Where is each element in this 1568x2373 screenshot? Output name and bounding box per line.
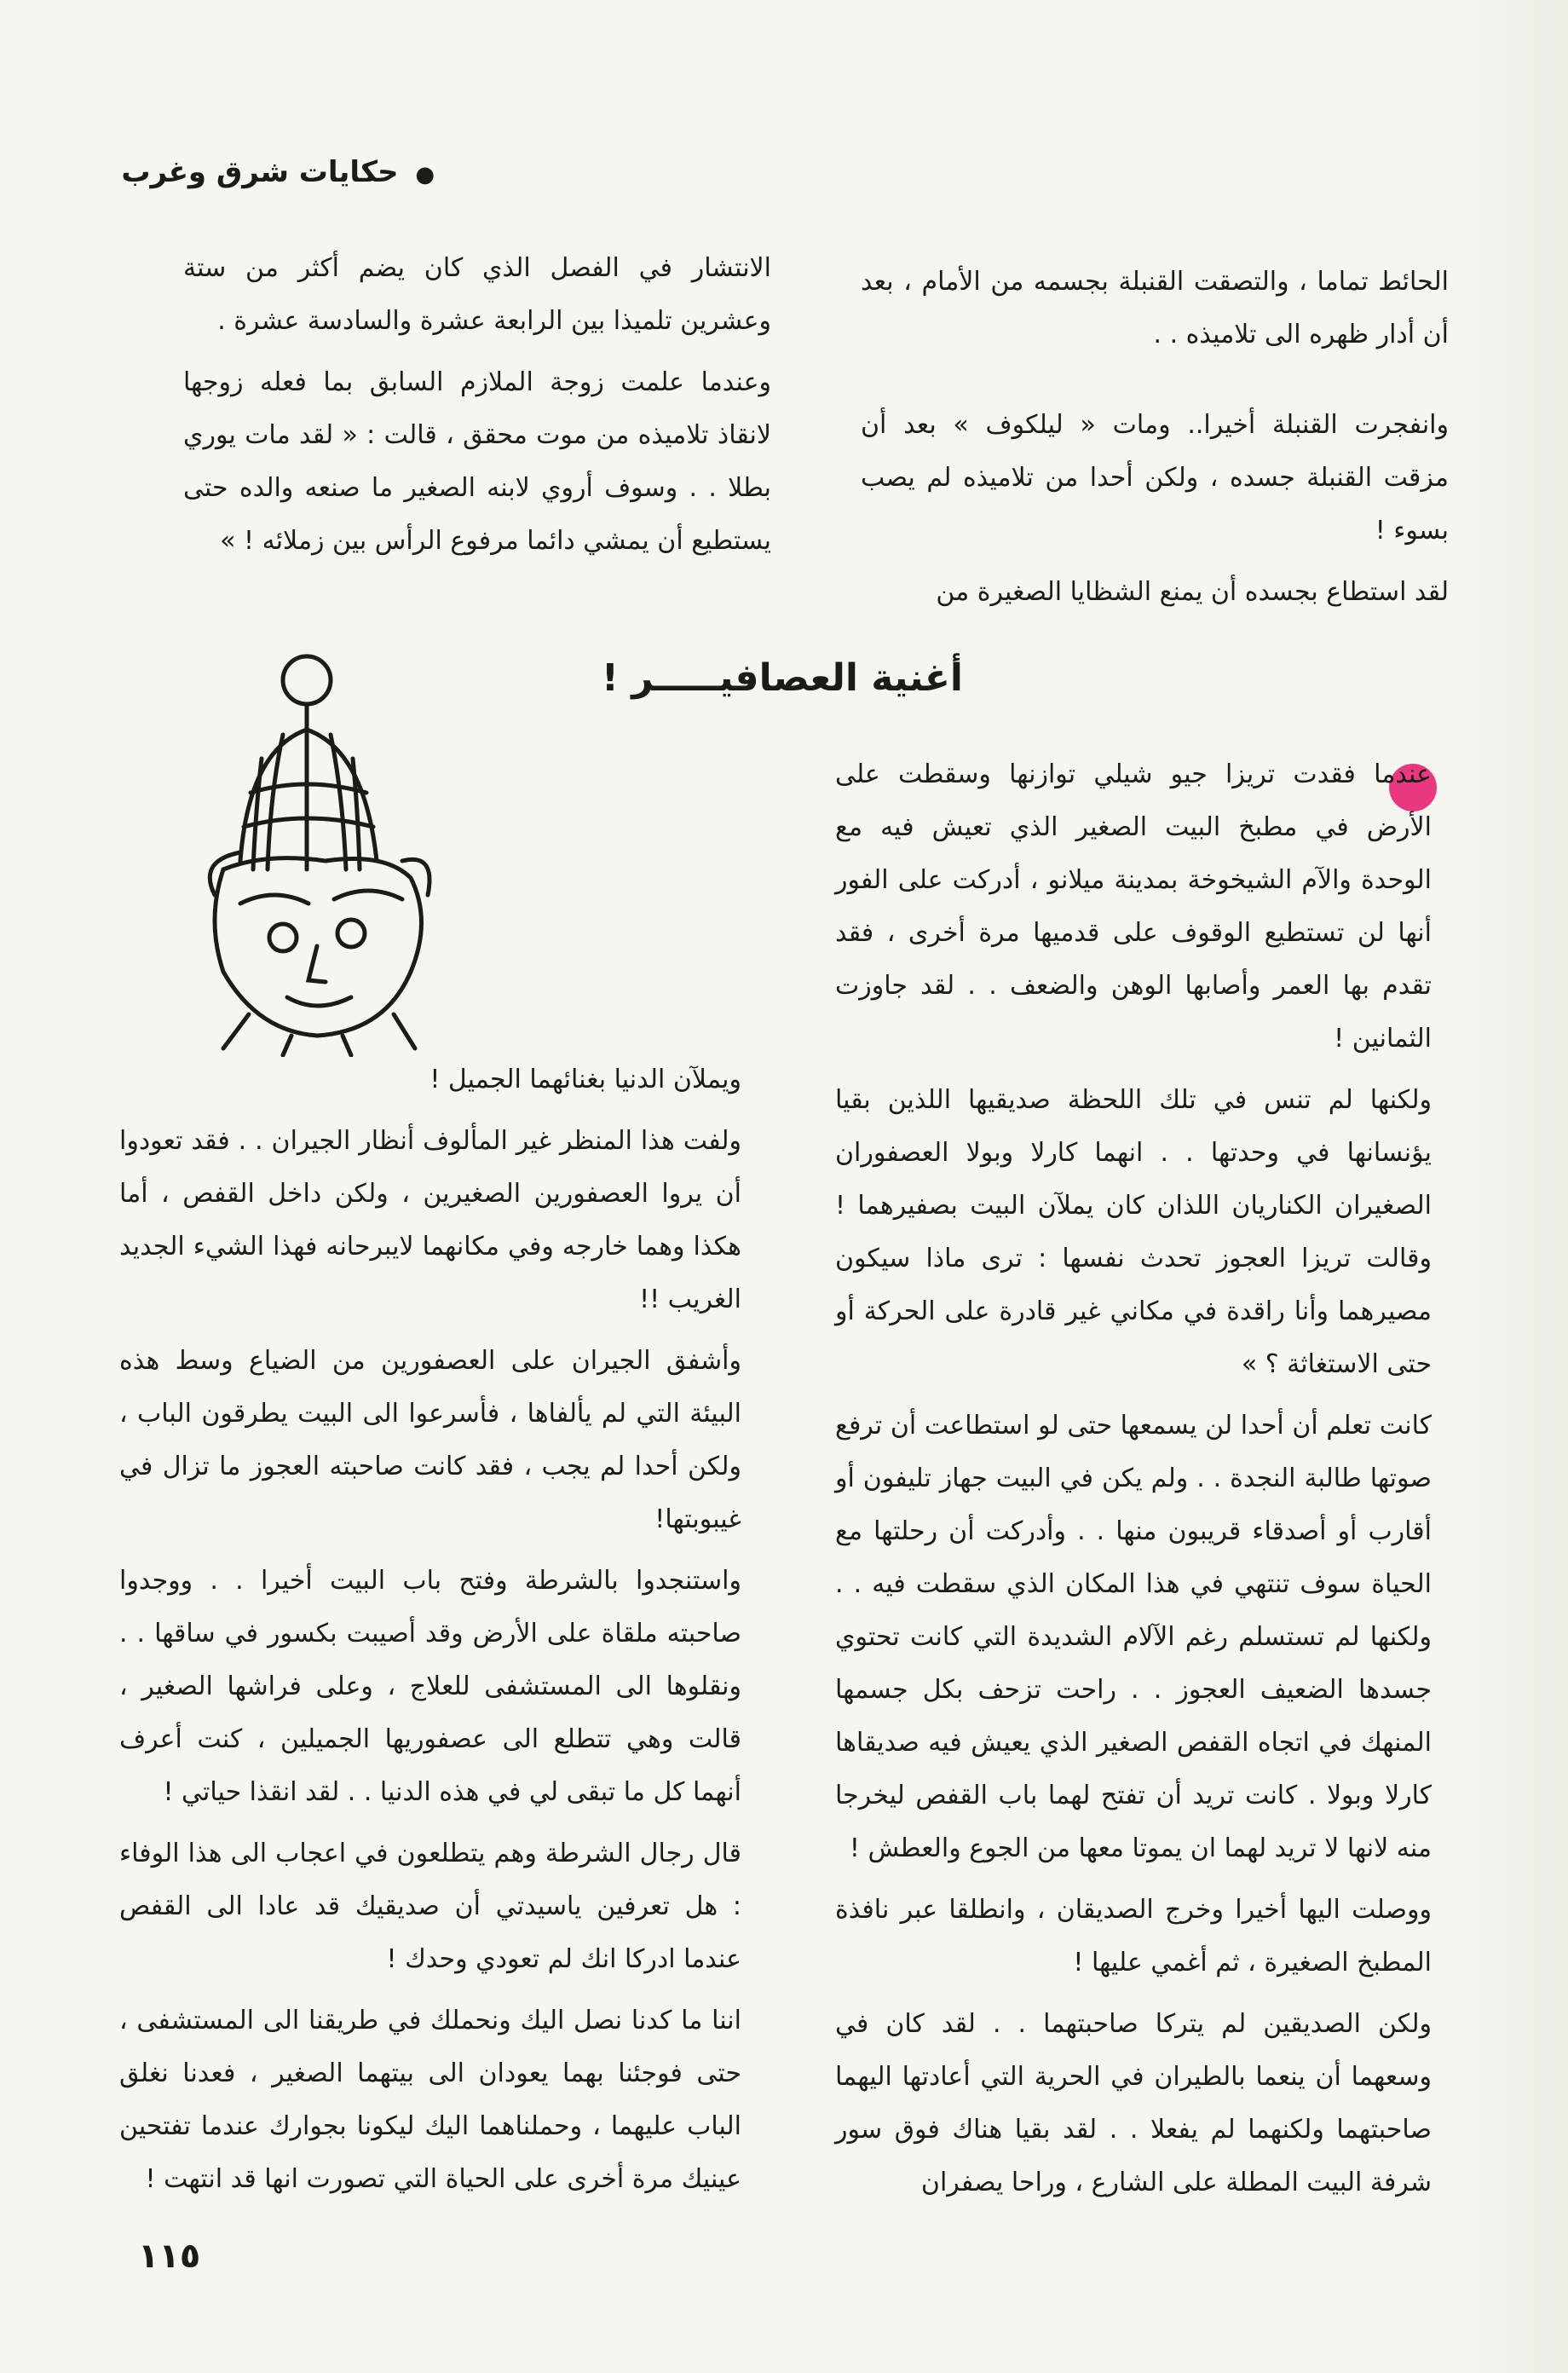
- paragraph: وانفجرت القنبلة أخيرا.. ومات « ليلكوف » بعد أن مزقت القنبلة جسده ، ولكن أحدا من تلاميذه لم يصب بسوء !: [861, 410, 1449, 546]
- paragraph: ويملآن الدنيا بغنائهما الجميل !: [429, 1065, 741, 1094]
- running-header: [121, 155, 435, 189]
- paragraph: وأشفق الجيران على العصفورين من الضياع وسط هذه البيئة التي لم يألفاها ، فأسرعوا الى البيت يطرقون الباب ، ولكن أحدا لم يجب ، فقد كانت صاحبته العجوز ما تزال في غيبوبتها!: [119, 1346, 741, 1534]
- paragraph: ولفت هذا المنظر غير المألوف أنظار الجيران . . فقد تعودوا أن يروا العصفورين الصغيرين ، ولكن داخل القفص ، أما هكذا وهما خارجه وفي مكانهما لايبرحانه فهذا الشيء الجديد الغريب !!: [119, 1126, 741, 1314]
- paragraph: وعندما علمت زوجة الملازم السابق بما فعله زوجها لانقاذ تلاميذه من موت محقق ، قالت : « لقد مات يوري بطلا . . وسوف أروي لابنه الصغير ما صنعه والده حتى يستطيع أن يمشي دائما مرفوع الرأس بين زملائه ! »: [183, 367, 771, 556]
- paragraph: الانتشار في الفصل الذي كان يضم أكثر من ستة وعشرين تلميذا بين الرابعة عشرة والسادسة عشرة .: [183, 253, 771, 336]
- paragraph: الحائط تماما ، والتصقت القنبلة بجسمه من الأمام ، بعد أن أدار ظهره الى تلاميذه . .: [861, 267, 1449, 349]
- paragraph: اننا ما كدنا نصل اليك ونحملك في طريقنا الى المستشفى ، حتى فوجئنا بهما يعودان الى بيتهما الصغير ، فعدنا نغلق الباب عليهما ، وحملناهما اليك ليكونا بجوارك عندما تفتحين عينيك مرة أخرى على الحياة التي تصورت انها قد انتهت !: [119, 2006, 741, 2194]
- page-number: ١١٥: [138, 2237, 201, 2276]
- paragraph: قال رجال الشرطة وهم يتطلعون في اعجاب الى هذا الوفاء : هل تعرفين ياسيدتي أن صديقيك قد عادا الى القفص عندما ادركا انك لم تعودي وحدك !: [119, 1839, 741, 1974]
- paragraph: واستنجدوا بالشرطة وفتح باب البيت أخيرا . . ووجدوا صاحبته ملقاة على الأرض وقد أصيبت بكسور في ساقها . . ونقلوها الى المستشفى للعلاج ، وعلى فراشها الصغير ، قالت وهي تتطلع الى عصفوريها الجميلين ، كنت أعرف أنهما كل ما تبقى لي في هذه الدنيا . . لقد انقذا حياتي !: [119, 1566, 741, 1807]
- bird-cage-illustration: [189, 648, 445, 1057]
- right-column: [835, 748, 1432, 2209]
- running-title: حكايات شرق وغرب: [121, 155, 399, 189]
- top-right-column: [861, 256, 1449, 619]
- paragraph: ولكن الصديقين لم يتركا صاحبتهما . . لقد كان في وسعهما أن ينعما بالطيران في الحرية التي أعادتها اليهما صاحبتهما ولكنهما لم يفعلا . . لقد بقيا هناك فوق سور شرفة البيت المطلة على الشارع ، وراحا يصفران: [835, 2009, 1432, 2197]
- section-title: أغنية العصافيـــــر !: [601, 656, 963, 700]
- page-edge-shadow: [1449, 0, 1568, 2373]
- paragraph: ولكنها لم تنس في تلك اللحظة صديقيها اللذين بقيا يؤنسانها في وحدتها . . انهما كارلا وبولا العصفوران الصغيران الكناريان اللذان كان يملآن البيت بصفيرهما ! وقالت تريزا العجوز تحدث نفسها : ترى ماذا سيكون مصيرهما وأنا راقدة في مكاني غير قادرة على الحركة أو حتى الاستغاثة ؟ »: [835, 1085, 1432, 1379]
- paragraph: عندما فقدت تريزا جيو شيلي توازنها وسقطت على الأرض في مطبخ البيت الصغير الذي تعيش فيه مع الوحدة والآم الشيخوخة بمدينة ميلانو ، أدركت على الفور أنها لن تستطيع الوقوف على قدميها مرة أخرى ، فقد تقدم بها العمر وأصابها الوهن والضعف . . لقد جاوزت الثمانين !: [835, 759, 1432, 1054]
- bullet-icon: ●: [415, 162, 435, 188]
- paragraph: كانت تعلم أن أحدا لن يسمعها حتى لو استطاعت أن ترفع صوتها طالبة النجدة . . ولم يكن في البيت جهاز تليفون أو أقارب أو أصدقاء قريبون منها . . وأدركت أن رحلتها مع الحياة سوف تنتهي في هذا المكان الذي سقطت فيه . . ولكنها لم تستسلم رغم الآلام الشديدة التي كانت تحتوي جسدها الضعيف العجوز . . راحت تزحف بكل جسمها المنهك في اتجاه القفص الصغير الذي يعيش فيه صديقاها كارلا وبولا . كانت تريد أن تفتح لهما باب القفص ليخرجا منه لانها لا تريد لهما ان يموتا معها من الجوع والعطش !: [835, 1411, 1432, 1863]
- top-left-column: [183, 242, 771, 568]
- left-column: [119, 1054, 741, 2206]
- paragraph: لقد استطاع بجسده أن يمنع الشظايا الصغيرة من: [936, 577, 1449, 607]
- paragraph: ووصلت اليها أخيرا وخرج الصديقان ، وانطلقا عبر نافذة المطبخ الصغيرة ، ثم أغمي عليها !: [835, 1895, 1432, 1978]
